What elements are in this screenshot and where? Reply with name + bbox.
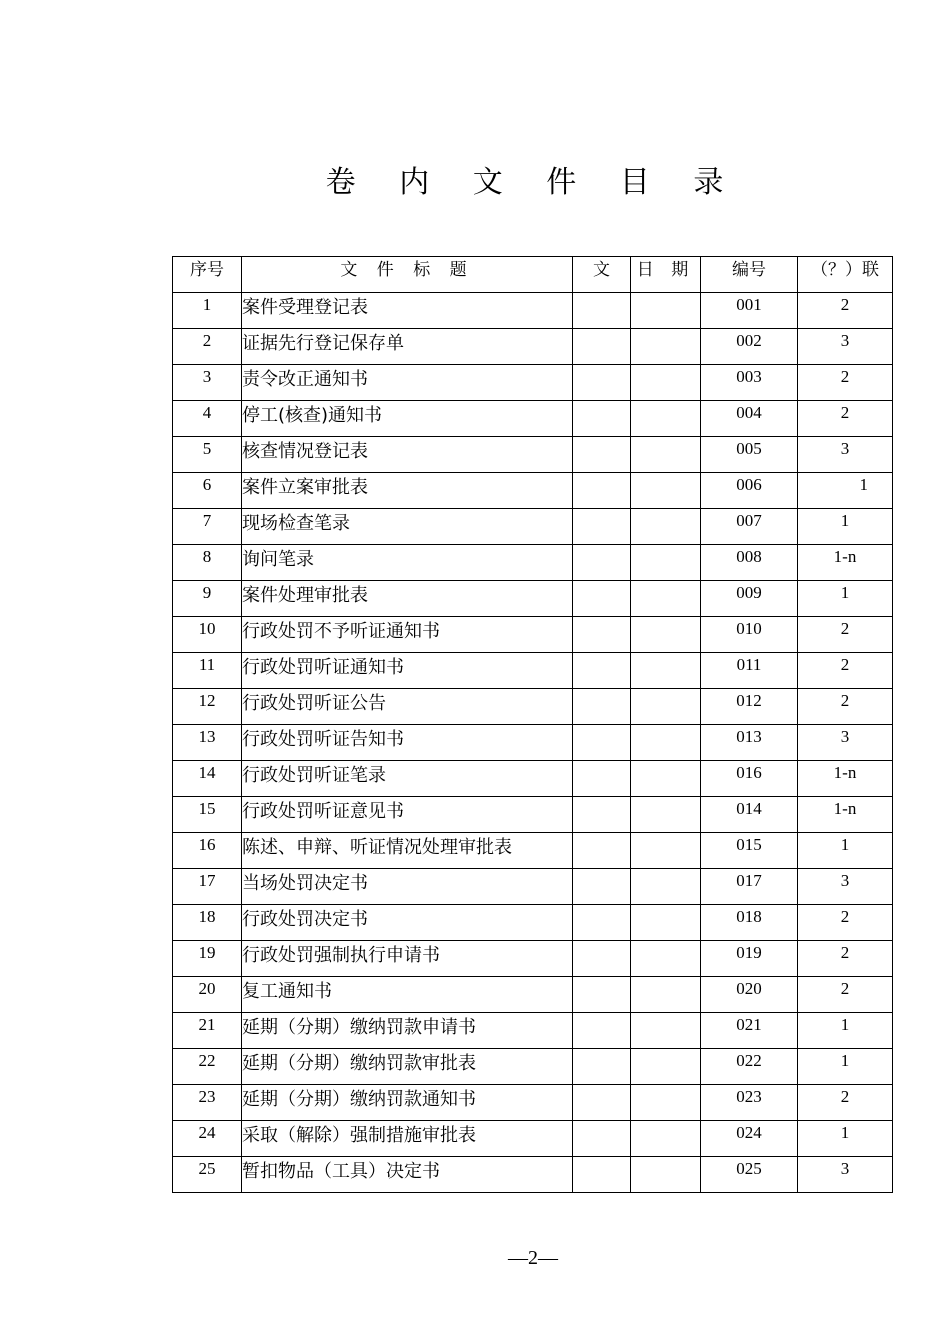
cell-title: 行政处罚听证意见书	[242, 797, 573, 833]
table-row	[173, 653, 893, 689]
cell-date	[631, 293, 701, 329]
cell-wen	[573, 329, 631, 365]
cell-code: 019	[701, 941, 798, 977]
table-row	[173, 329, 893, 365]
cell-wen	[573, 833, 631, 869]
cell-title: 行政处罚听证告知书	[242, 725, 573, 761]
cell-code: 007	[701, 509, 798, 545]
cell-copies: 1	[798, 833, 893, 869]
cell-copies: 2	[798, 1085, 893, 1121]
header-seq: 序号	[173, 257, 242, 293]
header-wen: 文	[573, 257, 631, 293]
cell-title: 行政处罚听证通知书	[242, 653, 573, 689]
cell-date	[631, 329, 701, 365]
cell-title: 询问笔录	[242, 545, 573, 581]
cell-code: 011	[701, 653, 798, 689]
cell-wen	[573, 1085, 631, 1121]
table-row	[173, 293, 893, 329]
cell-seq: 3	[173, 365, 242, 401]
cell-wen	[573, 401, 631, 437]
cell-wen	[573, 761, 631, 797]
cell-title: 采取（解除）强制措施审批表	[242, 1121, 573, 1157]
cell-seq: 1	[173, 293, 242, 329]
cell-date	[631, 653, 701, 689]
cell-date	[631, 941, 701, 977]
cell-code: 018	[701, 905, 798, 941]
cell-date	[631, 1121, 701, 1157]
cell-title: 延期（分期）缴纳罚款审批表	[242, 1049, 573, 1085]
cell-seq: 16	[173, 833, 242, 869]
table-header-row	[173, 257, 893, 293]
cell-title: 当场处罚决定书	[242, 869, 573, 905]
table-row	[173, 1085, 893, 1121]
cell-seq: 4	[173, 401, 242, 437]
cell-date	[631, 869, 701, 905]
cell-wen	[573, 1013, 631, 1049]
cell-code: 005	[701, 437, 798, 473]
cell-code: 001	[701, 293, 798, 329]
cell-title: 延期（分期）缴纳罚款申请书	[242, 1013, 573, 1049]
header-date: 日 期	[631, 257, 701, 293]
table-row	[173, 581, 893, 617]
table-row	[173, 437, 893, 473]
cell-seq: 6	[173, 473, 242, 509]
cell-wen	[573, 1121, 631, 1157]
cell-copies: 1	[798, 1121, 893, 1157]
cell-seq: 2	[173, 329, 242, 365]
cell-copies: 2	[798, 977, 893, 1013]
table-row	[173, 689, 893, 725]
cell-date	[631, 509, 701, 545]
cell-title: 复工通知书	[242, 977, 573, 1013]
cell-date	[631, 437, 701, 473]
cell-code: 016	[701, 761, 798, 797]
cell-date	[631, 617, 701, 653]
cell-date	[631, 797, 701, 833]
cell-code: 021	[701, 1013, 798, 1049]
page-number: —2—	[508, 1247, 558, 1269]
file-catalog-table	[172, 256, 893, 1193]
cell-title: 案件立案审批表	[242, 473, 573, 509]
cell-seq: 22	[173, 1049, 242, 1085]
table-row	[173, 941, 893, 977]
cell-code: 010	[701, 617, 798, 653]
cell-wen	[573, 1049, 631, 1085]
cell-seq: 15	[173, 797, 242, 833]
cell-seq: 24	[173, 1121, 242, 1157]
cell-copies: 1	[798, 1013, 893, 1049]
cell-seq: 19	[173, 941, 242, 977]
cell-wen	[573, 689, 631, 725]
cell-copies: 1-n	[798, 761, 893, 797]
cell-wen	[573, 941, 631, 977]
cell-code: 024	[701, 1121, 798, 1157]
cell-title: 行政处罚听证公告	[242, 689, 573, 725]
cell-title: 核查情况登记表	[242, 437, 573, 473]
table-row	[173, 1013, 893, 1049]
cell-date	[631, 689, 701, 725]
cell-code: 022	[701, 1049, 798, 1085]
cell-wen	[573, 797, 631, 833]
cell-wen	[573, 617, 631, 653]
cell-seq: 25	[173, 1157, 242, 1193]
cell-wen	[573, 653, 631, 689]
table-row	[173, 1157, 893, 1193]
cell-seq: 17	[173, 869, 242, 905]
cell-wen	[573, 293, 631, 329]
cell-code: 006	[701, 473, 798, 509]
cell-date	[631, 581, 701, 617]
cell-seq: 23	[173, 1085, 242, 1121]
table-row	[173, 473, 893, 509]
cell-code: 025	[701, 1157, 798, 1193]
cell-wen	[573, 905, 631, 941]
cell-copies: 2	[798, 689, 893, 725]
cell-copies: 2	[798, 401, 893, 437]
cell-code: 004	[701, 401, 798, 437]
table-row	[173, 401, 893, 437]
cell-seq: 9	[173, 581, 242, 617]
header-title: 文 件 标 题	[242, 257, 573, 293]
cell-copies: 2	[798, 941, 893, 977]
cell-date	[631, 545, 701, 581]
cell-title: 陈述、申辩、听证情况处理审批表	[242, 833, 573, 869]
cell-copies: 1-n	[798, 545, 893, 581]
cell-copies: 3	[798, 725, 893, 761]
cell-code: 015	[701, 833, 798, 869]
cell-wen	[573, 545, 631, 581]
cell-copies: 1-n	[798, 797, 893, 833]
cell-seq: 21	[173, 1013, 242, 1049]
cell-seq: 18	[173, 905, 242, 941]
table-row	[173, 905, 893, 941]
table-row	[173, 761, 893, 797]
cell-seq: 8	[173, 545, 242, 581]
cell-seq: 11	[173, 653, 242, 689]
cell-seq: 20	[173, 977, 242, 1013]
cell-seq: 12	[173, 689, 242, 725]
cell-copies: 2	[798, 617, 893, 653]
table-row	[173, 1049, 893, 1085]
cell-wen	[573, 725, 631, 761]
cell-code: 003	[701, 365, 798, 401]
cell-code: 009	[701, 581, 798, 617]
cell-date	[631, 1049, 701, 1085]
cell-wen	[573, 437, 631, 473]
cell-code: 020	[701, 977, 798, 1013]
header-copies: （？）联	[798, 257, 893, 293]
table-row	[173, 1121, 893, 1157]
cell-title: 行政处罚不予听证通知书	[242, 617, 573, 653]
cell-copies: 2	[798, 293, 893, 329]
cell-copies: 1	[798, 509, 893, 545]
table-row	[173, 365, 893, 401]
cell-code: 002	[701, 329, 798, 365]
table-row	[173, 869, 893, 905]
page-title: 卷 内 文 件 目 录	[325, 165, 741, 200]
table-row	[173, 833, 893, 869]
cell-date	[631, 473, 701, 509]
table-row	[173, 545, 893, 581]
cell-copies: 2	[798, 653, 893, 689]
cell-copies: 1	[798, 473, 893, 509]
table-body	[173, 293, 893, 1193]
cell-seq: 5	[173, 437, 242, 473]
cell-date	[631, 905, 701, 941]
cell-title: 责令改正通知书	[242, 365, 573, 401]
cell-copies: 3	[798, 869, 893, 905]
cell-title: 延期（分期）缴纳罚款通知书	[242, 1085, 573, 1121]
cell-code: 023	[701, 1085, 798, 1121]
cell-date	[631, 1085, 701, 1121]
table-row	[173, 509, 893, 545]
cell-code: 014	[701, 797, 798, 833]
cell-date	[631, 977, 701, 1013]
cell-title: 暂扣物品（工具）决定书	[242, 1157, 573, 1193]
table-row	[173, 797, 893, 833]
cell-copies: 1	[798, 581, 893, 617]
cell-wen	[573, 473, 631, 509]
cell-seq: 10	[173, 617, 242, 653]
cell-copies: 3	[798, 437, 893, 473]
table-row	[173, 617, 893, 653]
cell-seq: 14	[173, 761, 242, 797]
cell-title: 现场检查笔录	[242, 509, 573, 545]
cell-code: 013	[701, 725, 798, 761]
cell-wen	[573, 581, 631, 617]
cell-date	[631, 833, 701, 869]
cell-seq: 13	[173, 725, 242, 761]
cell-date	[631, 401, 701, 437]
cell-code: 008	[701, 545, 798, 581]
cell-title: 停工(核查)通知书	[242, 401, 573, 437]
cell-title: 案件受理登记表	[242, 293, 573, 329]
cell-code: 017	[701, 869, 798, 905]
cell-seq: 7	[173, 509, 242, 545]
cell-wen	[573, 977, 631, 1013]
cell-date	[631, 1157, 701, 1193]
cell-code: 012	[701, 689, 798, 725]
cell-wen	[573, 869, 631, 905]
table-row	[173, 977, 893, 1013]
cell-wen	[573, 365, 631, 401]
cell-copies: 3	[798, 1157, 893, 1193]
cell-date	[631, 1013, 701, 1049]
cell-copies: 2	[798, 905, 893, 941]
cell-date	[631, 365, 701, 401]
cell-copies: 2	[798, 365, 893, 401]
cell-copies: 1	[798, 1049, 893, 1085]
cell-wen	[573, 509, 631, 545]
cell-date	[631, 761, 701, 797]
cell-wen	[573, 1157, 631, 1193]
header-code: 编号	[701, 257, 798, 293]
cell-title: 行政处罚强制执行申请书	[242, 941, 573, 977]
cell-title: 证据先行登记保存单	[242, 329, 573, 365]
cell-title: 案件处理审批表	[242, 581, 573, 617]
cell-title: 行政处罚决定书	[242, 905, 573, 941]
cell-copies: 3	[798, 329, 893, 365]
cell-date	[631, 725, 701, 761]
table-row	[173, 725, 893, 761]
cell-title: 行政处罚听证笔录	[242, 761, 573, 797]
